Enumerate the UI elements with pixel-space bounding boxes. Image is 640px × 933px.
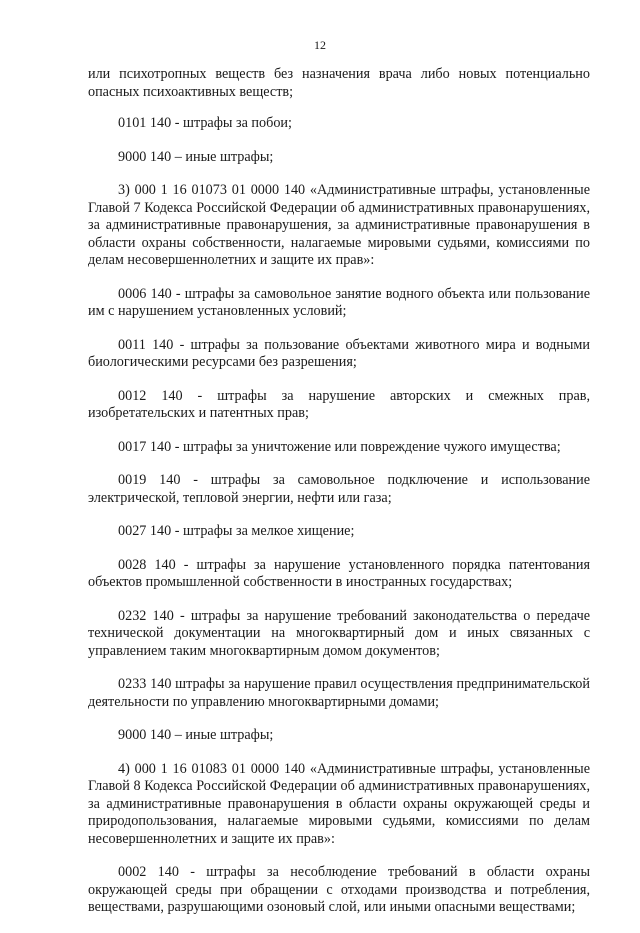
paragraph-item: 0027 140 - штрафы за мелкое хищение;: [118, 523, 355, 539]
paragraph-continuation: или психотропных веществ без назначения врача либо новых потенциально опасных психоактивных веществ;: [88, 66, 590, 100]
paragraph-item: 0233 140 штрафы за нарушение правил осуществления предпринимательской деятельности по управлению многоквартирными домами;: [88, 676, 590, 710]
document-body: [88, 66, 590, 933]
paragraph-section-header: 4) 000 1 16 01083 01 0000 140 «Административные штрафы, установленные Главой 8 Кодекса Российской Федерации об административных правонарушениях, за административные правонарушения в области охраны окружающей среды и природопользования, налагаемые мировыми судьями, комиссиями по делам несовершеннолетних и защите их прав»:: [88, 760, 590, 847]
paragraph-section-header: 3) 000 1 16 01073 01 0000 140 «Административные штрафы, установленные Главой 7 Кодекса Российской Федерации об административных правонарушениях, за административные правонарушения, за административные правонарушения в области охраны собственности, налагаемые мировыми судьями, комиссиями по делам несовершеннолетних и защите их прав»:: [88, 182, 590, 268]
page-number: 12: [314, 38, 326, 52]
paragraph-item: 9000 140 – иные штрафы;: [118, 148, 274, 165]
paragraph-item: 0006 140 - штрафы за самовольное занятие водного объекта или пользование им с нарушением установленных условий;: [88, 285, 590, 319]
paragraph-item: 0012 140 - штрафы за нарушение авторских и смежных прав, изобретательских и патентных прав;: [88, 387, 590, 421]
paragraph-item: 0101 140 - штрафы за побои;: [118, 115, 292, 131]
paragraph-item: 9000 140 – иные штрафы;: [118, 727, 274, 743]
paragraph-item: 0232 140 - штрафы за нарушение требований законодательства о передаче технической документации на многоквартирный дом и иных связанных с управлением таким многоквартирным домом документов;: [88, 607, 590, 659]
paragraph-item: 0011 140 - штрафы за пользование объектами животного мира и водными биологическими ресурсами без разрешения;: [88, 336, 590, 370]
paragraph-item: 0002 140 - штрафы за несоблюдение требований в области охраны окружающей среды при обращении с отходами производства и потребления, веществами, разрушающими озоновый слой, или иными опасными веществами;: [88, 864, 590, 915]
paragraph-item: 0017 140 - штрафы за уничтожение или повреждение чужого имущества;: [118, 438, 561, 455]
paragraph-item: 0019 140 - штрафы за самовольное подключение и использование электрической, тепловой энергии, нефти или газа;: [88, 472, 590, 506]
paragraph-item: 0028 140 - штрафы за нарушение установленного порядка патентования объектов промышленной собственности в иностранных государствах;: [88, 556, 590, 590]
